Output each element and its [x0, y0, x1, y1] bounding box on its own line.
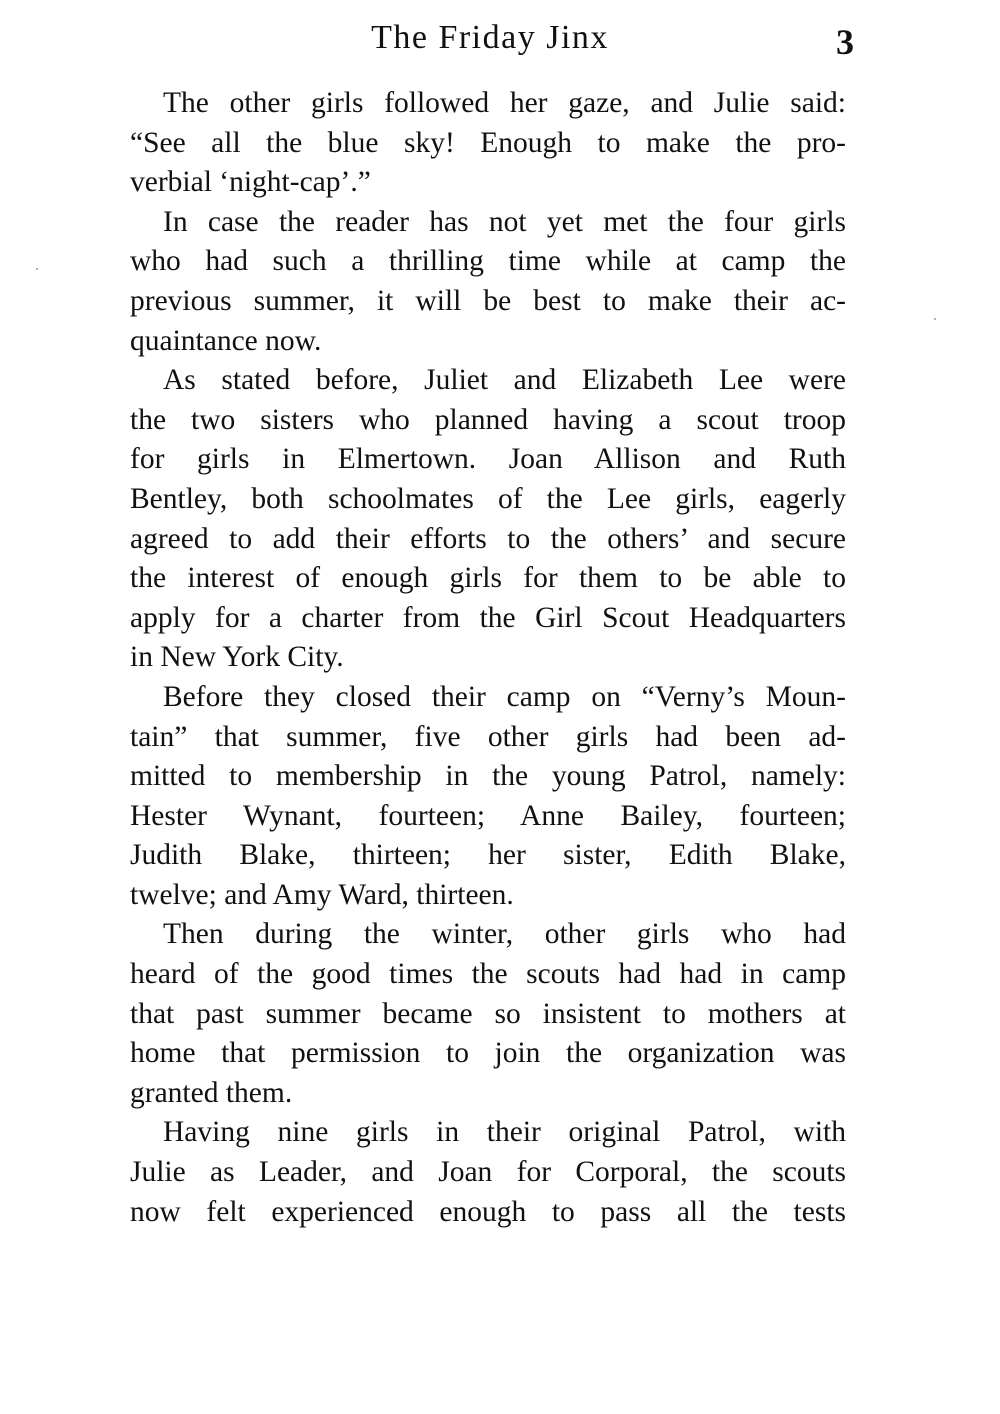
text-line: in New York City.: [130, 641, 344, 674]
text-line: the two sisters who planned having a scout troop: [130, 403, 846, 436]
text-line: for girls in Elmertown. Joan Allison and Ruth: [130, 443, 846, 476]
text-line: tain” that summer, five other girls had been ad-: [130, 720, 846, 753]
text-line: Then during the winter, other girls who had: [163, 918, 846, 951]
paragraph: [130, 1113, 846, 1232]
text-line: granted them.: [130, 1076, 293, 1109]
paragraph: [130, 361, 846, 678]
text-line: Judith Blake, thirteen; her sister, Edith Blake,: [130, 839, 846, 872]
text-line: twelve; and Amy Ward, thirteen.: [130, 878, 514, 911]
text-line: now felt experienced enough to pass all the tests: [130, 1195, 846, 1228]
text-line: quaintance now.: [130, 324, 322, 357]
text-line: As stated before, Juliet and Elizabeth Lee were: [163, 364, 846, 397]
text-line: Hester Wynant, fourteen; Anne Bailey, fourteen;: [130, 799, 846, 832]
text-line: Having nine girls in their original Patrol, with: [163, 1116, 846, 1149]
text-line: verbial ‘night-cap’.”: [130, 166, 371, 199]
text-line: Before they closed their camp on “Verny’s Moun-: [163, 680, 846, 713]
body-text: [130, 84, 846, 1232]
text-line: Julie as Leader, and Joan for Corporal, the scouts: [130, 1156, 846, 1189]
text-line: mitted to membership in the young Patrol, namely:: [130, 760, 846, 793]
text-line: The other girls followed her gaze, and Julie said:: [163, 87, 846, 119]
text-line: heard of the good times the scouts had had in camp: [130, 958, 846, 991]
paragraph: [130, 84, 846, 203]
text-line: apply for a charter from the Girl Scout Headquarters: [130, 601, 846, 634]
text-line: “See all the blue sky! Enough to make the pro-: [130, 126, 846, 159]
running-head: [130, 14, 854, 64]
text-line: home that permission to join the organization was: [130, 1037, 846, 1070]
paragraph: [130, 678, 846, 916]
margin-speck: [934, 318, 936, 320]
text-line: the interest of enough girls for them to be able to: [130, 562, 846, 595]
paragraph: [130, 915, 846, 1113]
text-line: agreed to add their efforts to the others’ and secure: [130, 522, 846, 555]
text-line: In case the reader has not yet met the four girls: [163, 205, 846, 238]
page-number: 3: [836, 22, 854, 62]
margin-speck: [36, 268, 38, 270]
text-line: that past summer became so insistent to mothers at: [130, 997, 846, 1030]
text-line: previous summer, it will be best to make their ac-: [130, 284, 846, 317]
text-line: who had such a thrilling time while at camp the: [130, 245, 846, 278]
text-line: Bentley, both schoolmates of the Lee girls, eagerly: [130, 482, 846, 515]
paragraph: [130, 203, 846, 361]
running-title: The Friday Jinx: [371, 19, 609, 56]
